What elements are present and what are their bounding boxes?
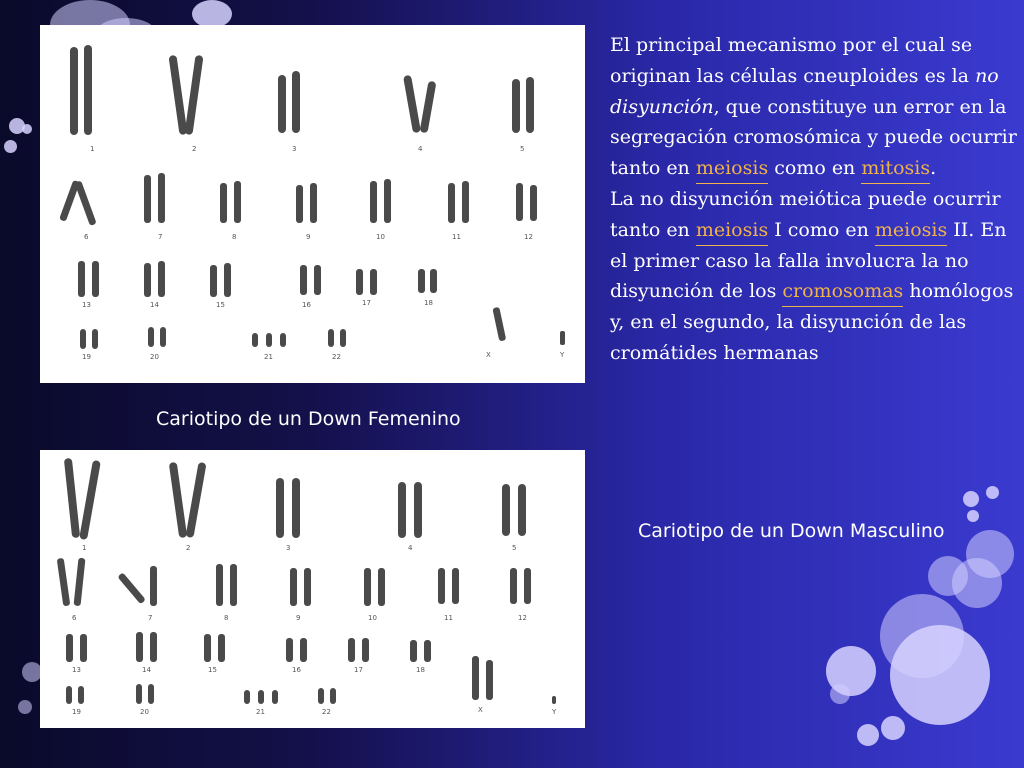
chromosome	[66, 634, 73, 662]
chromosome	[292, 478, 300, 538]
chromosome	[276, 478, 284, 538]
chromosome	[502, 484, 510, 536]
chromosome	[92, 329, 98, 349]
chromosome-number-label: 16	[292, 666, 301, 674]
chromosome	[296, 185, 303, 223]
chromosome	[148, 327, 154, 347]
chromosome-number-label: 2	[192, 145, 197, 153]
chromosome-row	[59, 173, 537, 226]
chromosome-number-label: 10	[368, 614, 377, 622]
chromosome	[148, 684, 154, 704]
chromosome	[340, 329, 346, 347]
chromosome	[57, 558, 71, 607]
chromosome	[552, 696, 556, 704]
paragraph-1: El principal mecanismo por el cual se originan las células cneuploides es la no disyunción, que constituye un error en la segregación cromosómica y puede ocurrir tanto en meiosis como en mitosis.	[610, 34, 1017, 180]
chromosome	[80, 634, 87, 662]
chromosome-number-label: 5	[512, 544, 517, 552]
chromosome-number-label: 6	[72, 614, 77, 622]
chromosome-number-label: 10	[376, 233, 385, 241]
chromosome	[492, 307, 506, 342]
chromosome	[84, 45, 92, 135]
chromosome	[472, 656, 479, 700]
chromosome	[184, 55, 203, 135]
chromosome-number-label: 21	[264, 353, 273, 361]
chromosome	[78, 686, 84, 704]
chromosome	[64, 458, 80, 538]
decorative-bubble	[967, 510, 979, 522]
chromosome	[70, 47, 78, 135]
chromosome	[486, 660, 493, 700]
explanation-text	[610, 30, 1018, 369]
chromosome	[218, 634, 225, 662]
chromosome	[420, 81, 437, 134]
chromosome-number-label: 12	[518, 614, 527, 622]
chromosome-number-label: 8	[232, 233, 237, 241]
chromosome	[403, 75, 421, 134]
chromosome-row	[64, 458, 526, 540]
decorative-bubble	[4, 140, 17, 153]
chromosome	[280, 333, 286, 347]
link-meiosis-1[interactable]: meiosis	[695, 218, 769, 241]
chromosome-number-label: 13	[72, 666, 81, 674]
caption-male-karyotype: Cariotipo de un Down Masculino	[638, 520, 945, 542]
chromosome	[398, 482, 406, 538]
chromosome	[314, 265, 321, 295]
chromosome	[150, 566, 157, 606]
chromosome-number-label: 22	[332, 353, 341, 361]
chromosome	[216, 564, 223, 606]
chromosome	[74, 180, 96, 226]
chromosome	[438, 568, 445, 604]
chromosome	[258, 690, 264, 704]
chromosome-row	[70, 45, 534, 135]
link-meiosis[interactable]: meiosis	[695, 157, 769, 180]
chromosome-number-label: 1	[82, 544, 87, 552]
chromosome	[210, 265, 217, 297]
emphasis-text: no disyunción	[610, 64, 999, 118]
chromosome	[144, 175, 151, 223]
chromosome	[224, 263, 231, 297]
chromosome-number-label: 2	[186, 544, 191, 552]
chromosome-number-label: 9	[296, 614, 301, 622]
chromosome	[230, 564, 237, 606]
chromosome-number-label: 11	[444, 614, 453, 622]
decorative-bubble	[881, 716, 905, 740]
chromosome-number-label: X	[486, 351, 491, 359]
chromosome-number-label: 1	[90, 145, 95, 153]
chromosome	[169, 462, 187, 538]
chromosome	[185, 462, 206, 538]
chromosome-number-label: 8	[224, 614, 229, 622]
decorative-bubble	[986, 486, 999, 499]
link-cromosomas[interactable]: cromosomas	[782, 280, 904, 303]
chromosome-number-label: 20	[150, 353, 159, 361]
chromosome-number-label: 13	[82, 301, 91, 309]
chromosome-number-label: 14	[142, 666, 151, 674]
chromosome	[328, 329, 334, 347]
chromosome	[66, 686, 72, 704]
chromosome-number-label: 18	[416, 666, 425, 674]
decorative-bubble	[963, 491, 979, 507]
chromosome	[348, 638, 355, 662]
chromosome	[117, 572, 146, 604]
chromosome-number-label: Y	[560, 351, 565, 359]
chromosome-row	[80, 307, 565, 349]
chromosome-number-label: 19	[72, 708, 81, 716]
chromosome-number-label: 3	[286, 544, 291, 552]
chromosome	[310, 183, 317, 223]
decorative-bubble	[830, 684, 850, 704]
chromosome	[300, 265, 307, 295]
chromosome	[448, 183, 455, 223]
chromosome-number-label: 16	[302, 301, 311, 309]
karyotype-image-male	[40, 450, 585, 728]
chromosome	[518, 484, 526, 536]
chromosome	[92, 261, 99, 297]
chromosome	[510, 568, 517, 604]
chromosome	[78, 261, 85, 297]
chromosome	[74, 558, 86, 606]
chromosome	[272, 690, 278, 704]
chromosome-number-label: 12	[524, 233, 533, 241]
link-mitosis[interactable]: mitosis	[861, 157, 931, 180]
chromosome-number-label: 7	[148, 614, 153, 622]
decorative-bubble	[192, 0, 232, 28]
chromosome	[290, 568, 297, 606]
chromosome	[512, 79, 520, 133]
chromosome-number-label: 11	[452, 233, 461, 241]
chromosome-number-label: 14	[150, 301, 159, 309]
decorative-bubble	[952, 558, 1002, 608]
chromosome-number-label: X	[478, 706, 483, 714]
chromosome-number-label: 5	[520, 145, 525, 153]
chromosome	[418, 269, 425, 293]
chromosome	[286, 638, 293, 662]
chromosome	[278, 75, 286, 133]
karyotype-image-female	[40, 25, 585, 383]
chromosome	[136, 684, 142, 704]
chromosome	[430, 269, 437, 293]
chromosome	[378, 568, 385, 606]
chromosome	[292, 71, 300, 133]
chromosome-number-label: 3	[292, 145, 297, 153]
chromosome	[158, 261, 165, 297]
chromosome-row	[78, 261, 437, 297]
chromosome	[80, 329, 86, 349]
chromosome	[370, 269, 377, 295]
chromosome-number-label: 4	[408, 544, 413, 552]
chromosome	[304, 568, 311, 606]
chromosome	[424, 640, 431, 662]
chromosome	[300, 638, 307, 662]
chromosome-number-label: 15	[208, 666, 217, 674]
chromosome-number-label: 22	[322, 708, 331, 716]
chromosome-row	[57, 558, 531, 607]
chromosome-number-label: 18	[424, 299, 433, 307]
paragraph-2: La no disyunción meiótica puede ocurrir tanto en meiosis I como en meiosis II. En el primer caso la falla involucra la no disyunción de los cromosomas homólogos y, en el segundo, la disyunción de las cromátides hermanas	[610, 187, 1014, 364]
chromosome	[452, 568, 459, 604]
chromosome	[252, 333, 258, 347]
chromosome	[362, 638, 369, 662]
chromosome	[530, 185, 537, 221]
chromosome	[560, 331, 565, 345]
chromosome	[144, 263, 151, 297]
chromosome-number-label: 20	[140, 708, 149, 716]
decorative-bubble	[22, 124, 32, 134]
chromosome	[160, 327, 166, 347]
chromosome	[330, 688, 336, 704]
chromosome-number-label: 17	[354, 666, 363, 674]
chromosome	[526, 77, 534, 133]
chromosome-number-label: 19	[82, 353, 91, 361]
chromosome-number-label: Y	[552, 708, 557, 716]
chromosome	[370, 181, 377, 223]
chromosome	[414, 482, 422, 538]
chromosome	[220, 183, 227, 223]
chromosome-number-label: 17	[362, 299, 371, 307]
decorative-bubble	[857, 724, 879, 746]
chromosome-number-label: 9	[306, 233, 311, 241]
decorative-bubble	[18, 700, 32, 714]
chromosome	[318, 688, 324, 704]
chromosome-row	[66, 684, 556, 704]
chromosome	[168, 55, 187, 135]
chromosome	[234, 181, 241, 223]
chromosome-number-label: 4	[418, 145, 423, 153]
chromosome-row	[66, 632, 493, 700]
chromosome-number-label: 6	[84, 233, 89, 241]
chromosome	[136, 632, 143, 662]
decorative-bubble	[890, 625, 990, 725]
chromosome	[158, 173, 165, 223]
chromosome-number-label: 21	[256, 708, 265, 716]
chromosome-number-label: 15	[216, 301, 225, 309]
chromosome	[410, 640, 417, 662]
caption-female-karyotype: Cariotipo de un Down Femenino	[156, 408, 461, 430]
chromosome	[204, 634, 211, 662]
chromosome	[244, 690, 250, 704]
chromosome	[524, 568, 531, 604]
chromosome	[516, 183, 523, 221]
chromosome-number-label: 7	[158, 233, 163, 241]
decorative-bubble	[22, 662, 42, 682]
chromosome	[384, 179, 391, 223]
chromosome	[364, 568, 371, 606]
chromosome	[150, 632, 157, 662]
link-meiosis-2[interactable]: meiosis	[874, 218, 948, 241]
chromosome	[79, 460, 101, 540]
chromosome	[356, 269, 363, 295]
chromosome	[462, 181, 469, 223]
chromosome	[266, 333, 272, 347]
